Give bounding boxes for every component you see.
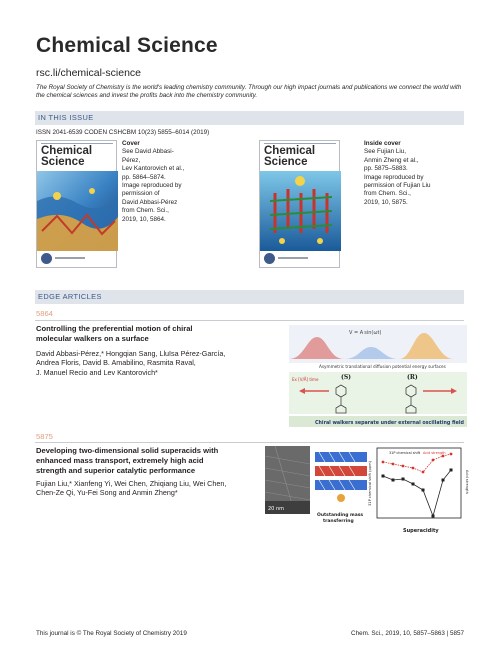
article-page-number: 5864 [36,309,53,318]
graphic-caption: Chiral walkers separate under external oscillating field [315,421,464,426]
cover-caption-line: See Fujian Liu, [364,148,407,156]
cover-caption-line: David Abbasi-Pérez [122,198,178,206]
footer-copyright: This journal is © The Royal Society of Chemistry 2019 [36,630,187,637]
cover-caption-line: pp. 5864–5874. [122,173,166,181]
footer-citation: Chem. Sci., 2019, 10, 5857–5863 | 5857 [351,630,464,637]
superacidity-plot-frame [377,448,461,518]
journal-url[interactable]: rsc.li/chemical-science [36,67,142,79]
cover-art-framework [260,171,341,256]
inside-cover-caption [364,140,454,207]
article-authors [36,479,226,498]
plot-x-axis-label: Superacidity [403,528,439,534]
article-authors [36,349,225,377]
author-line: Andrea Floris, David B. Amabilino, Rasmita Raval, [36,358,196,368]
toc-graphic-superacids[interactable] [265,446,467,536]
inside-cover-image[interactable] [259,140,340,268]
author-line: Chen-Ze Qi, Yu-Fei Song and Anmin Zheng* [36,488,178,498]
cover-caption-line: permission of Fujian Liu [364,182,431,190]
cover-masthead: Chemical Science [41,145,93,168]
article-title-line: strength and superior catalytic performance [36,465,196,475]
transfer-label-line-2: transferring [323,519,354,524]
r-enantiomer-label: (R) [407,374,418,381]
front-cover-image[interactable] [36,140,117,268]
journal-description: The Royal Society of Chemistry is the world's leading chemistry community. Through our high impact journals and publications we connect the world with the chemical sciences and invest the profits back into the chemistry community. [36,84,462,100]
cover-caption-line: Lev Kantorovich et al., [122,165,185,173]
section-header-edge-articles: EDGE ARTICLES [35,290,464,304]
cover-caption-line: Anmin Zheng et al., [364,156,419,164]
cover-rule [264,143,336,144]
field-formula-label: V = A sin(ωt) [349,330,382,336]
plot-legend-shift: 31P chemical shift [389,451,421,455]
article-title-line: Developing two-dimensional solid superacids with [36,446,219,455]
plot-legend-acid: Acid strength [423,451,446,455]
article-title-line: molecular walkers on a surface [36,333,149,343]
field-axis-label: Ex [V/Å] time [292,377,319,382]
rsc-logo-icon [41,253,52,264]
article-divider [35,320,464,321]
author-line: David Abbasi-Pérez,* Hongqian Sang, Lluïsa Pérez-García, [36,349,226,358]
cover-art-surface [37,171,118,261]
cover-footer-rule [278,257,308,259]
article-title[interactable] [36,324,193,344]
cover-caption-title: Inside cover [364,140,401,147]
article-page-number: 5875 [36,432,53,441]
scale-bar-label: 20 nm [268,506,284,512]
author-line: Fujian Liu,* Xianfeng Yi, Wei Chen, Zhiqiang Liu, Wei Chen, [36,479,227,488]
toc-graphic-chiral-walkers[interactable] [289,325,467,428]
cover-caption [122,140,188,224]
cover-caption-line: from Chem. Sci., [364,190,411,198]
cover-caption-line: 2019, 10, 5864. [122,215,166,223]
transfer-label-line-1: Outstanding mass [317,513,364,518]
s-enantiomer-label: (S) [341,374,352,381]
cover-caption-line: See David Abbasi-Pérez, [122,148,174,164]
cover-footer-rule [55,257,85,259]
rsc-logo-icon [264,253,275,264]
author-line: J. Manuel Recio and Lev Kantorovich* [36,367,158,377]
plot-y-axis-left-label: 31P chemical shift (ppm) [368,461,372,506]
article-divider [35,442,464,443]
issn-line: ISSN 2041-6539 CODEN CSHCBM 10(23) 5855–6014 (2019) [36,129,210,136]
article-title-line: Controlling the preferential motion of chiral [36,324,193,333]
cover-rule [41,143,113,144]
article-title-line: enhanced mass transport, extremely high acid [36,455,204,465]
cover-masthead: Chemical Science [264,145,316,168]
cover-caption-line: permission of [122,190,160,198]
article-title[interactable] [36,446,218,475]
cover-caption-title: Cover [122,140,140,147]
journal-title: Chemical Science [36,34,218,57]
section-header-in-this-issue: IN THIS ISSUE [35,111,464,125]
cover-caption-line: Image reproduced by [364,173,424,181]
cover-caption-line: from Chem. Sci., [122,207,169,215]
plot-y-axis-right-label: Acid strength [465,470,469,494]
cover-caption-line: 2019, 10, 5875. [364,198,408,206]
pes-caption: Asymmetric translational diffusion potential energy surfaces [319,364,446,369]
cover-caption-line: pp. 5875–5883. [364,165,408,173]
cover-caption-line: Image reproduced by [122,182,182,190]
